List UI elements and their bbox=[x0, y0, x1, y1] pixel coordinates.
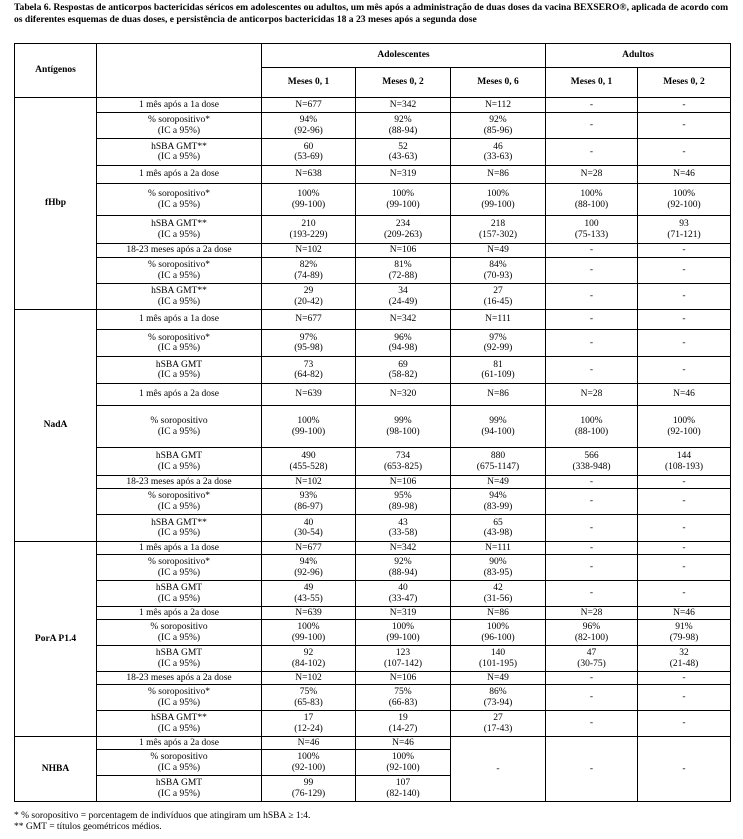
value-cell: - bbox=[546, 284, 638, 310]
value-cell: 69 (58-82) bbox=[356, 357, 451, 384]
value-cell: 99% (98-100) bbox=[356, 406, 451, 448]
row-label: hSBA GMT (IC a 95%) bbox=[97, 581, 262, 607]
value-cell: 99 (76-129) bbox=[262, 776, 356, 802]
value-cell: - bbox=[638, 489, 731, 515]
row-label: 1 mês após a 2a dose bbox=[97, 166, 262, 184]
value-cell: N=111 bbox=[451, 542, 546, 555]
table-row bbox=[15, 244, 731, 258]
value-cell: N=342 bbox=[356, 310, 451, 330]
value-cell: - bbox=[546, 258, 638, 284]
value-cell: - bbox=[546, 113, 638, 139]
value-cell: N=320 bbox=[356, 384, 451, 406]
row-label: 1 mês após a 2a dose bbox=[97, 737, 262, 750]
value-cell: 734 (653-825) bbox=[356, 448, 451, 476]
value-cell: N=46 bbox=[638, 384, 731, 406]
table-row bbox=[15, 139, 731, 166]
value-cell: - bbox=[546, 515, 638, 542]
footnote: * % soropositivo = porcentagem de indivíduos que atingiram um hSBA ≥ 1:4. bbox=[14, 811, 311, 821]
row-label: 1 mês após a 1a dose bbox=[97, 98, 262, 113]
value-cell: - bbox=[638, 555, 731, 581]
table-caption: Tabela 6. Respostas de anticorpos bactericidas séricos em adolescentes ou adultos, um mês após a administração de duas doses da vacina BEXSERO®, aplicada de acordo com os diferentes esquemas de duas doses, e persistência de anticorpos bactericidas 18 a 23 meses após a segunda dose bbox=[14, 2, 729, 25]
antigens-header: Antígenos bbox=[15, 44, 97, 98]
value-cell: - bbox=[638, 476, 731, 489]
value-cell: N=46 bbox=[262, 737, 356, 750]
value-cell: - bbox=[638, 515, 731, 542]
value-cell: 210 (193-229) bbox=[262, 216, 356, 244]
value-cell: 100% (92-100) bbox=[356, 750, 451, 776]
value-cell: 40 (33-47) bbox=[356, 581, 451, 607]
value-cell: 52 (43-63) bbox=[356, 139, 451, 166]
value-cell: 91% (79-98) bbox=[638, 620, 731, 646]
row-label: 1 mês após a 1a dose bbox=[97, 542, 262, 555]
value-cell: 100% (99-100) bbox=[262, 184, 356, 216]
table-row bbox=[15, 515, 731, 542]
table-row bbox=[15, 330, 731, 357]
value-cell: 96% (94-98) bbox=[356, 330, 451, 357]
value-cell: N=49 bbox=[451, 244, 546, 258]
table-row bbox=[15, 489, 731, 515]
row-label: hSBA GMT** (IC a 95%) bbox=[97, 216, 262, 244]
value-cell: 81% (72-88) bbox=[356, 258, 451, 284]
antigen-name: NadA bbox=[15, 310, 97, 542]
value-cell: N=112 bbox=[451, 98, 546, 113]
value-cell: N=342 bbox=[356, 542, 451, 555]
value-cell: 17 (12-24) bbox=[262, 711, 356, 737]
value-cell: 123 (107-142) bbox=[356, 646, 451, 672]
column-header: Meses 0, 1 bbox=[546, 68, 638, 98]
value-cell: 97% (92-99) bbox=[451, 330, 546, 357]
table-row bbox=[15, 310, 731, 330]
value-cell: - bbox=[546, 542, 638, 555]
value-cell: 92% (88-94) bbox=[356, 555, 451, 581]
value-cell: 100% (92-100) bbox=[638, 184, 731, 216]
row-label: % soropositivo* (IC a 95%) bbox=[97, 685, 262, 711]
row-label: 1 mês após a 2a dose bbox=[97, 384, 262, 406]
row-label: hSBA GMT (IC a 95%) bbox=[97, 448, 262, 476]
row-label: 18-23 meses após a 2a dose bbox=[97, 476, 262, 489]
table-row bbox=[15, 258, 731, 284]
value-cell: 73 (64-82) bbox=[262, 357, 356, 384]
table-body bbox=[15, 98, 731, 802]
value-cell: 46 (33-63) bbox=[451, 139, 546, 166]
row-label: % soropositivo* (IC a 95%) bbox=[97, 330, 262, 357]
value-cell: - bbox=[638, 139, 731, 166]
table-row bbox=[15, 216, 731, 244]
value-cell: 92 (84-102) bbox=[262, 646, 356, 672]
column-header: Meses 0, 2 bbox=[638, 68, 731, 98]
value-cell: 49 (43-55) bbox=[262, 581, 356, 607]
column-header: Meses 0, 1 bbox=[262, 68, 356, 98]
value-cell: - bbox=[638, 711, 731, 737]
table-row bbox=[15, 581, 731, 607]
table-row bbox=[15, 384, 731, 406]
value-cell: - bbox=[638, 542, 731, 555]
value-cell: N=102 bbox=[262, 476, 356, 489]
value-cell: 92% (88-94) bbox=[356, 113, 451, 139]
value-cell: N=102 bbox=[262, 244, 356, 258]
value-cell: N=677 bbox=[262, 98, 356, 113]
table-row bbox=[15, 672, 731, 685]
value-cell: 100% (99-100) bbox=[356, 184, 451, 216]
value-cell: N=677 bbox=[262, 310, 356, 330]
value-cell: - bbox=[638, 284, 731, 310]
value-cell: N=46 bbox=[356, 737, 451, 750]
value-cell: 100% (88-100) bbox=[546, 184, 638, 216]
value-cell: 60 (53-69) bbox=[262, 139, 356, 166]
row-label: % soropositivo* (IC a 95%) bbox=[97, 489, 262, 515]
row-label: 18-23 meses após a 2a dose bbox=[97, 672, 262, 685]
row-label: % soropositivo (IC a 95%) bbox=[97, 620, 262, 646]
adolescents-header: Adolescentes bbox=[262, 44, 546, 68]
value-cell: 34 (24-49) bbox=[356, 284, 451, 310]
column-header: Meses 0, 2 bbox=[356, 68, 451, 98]
value-cell: 94% (92-96) bbox=[262, 113, 356, 139]
value-cell: 100% (99-100) bbox=[262, 406, 356, 448]
value-cell: - bbox=[546, 711, 638, 737]
value-cell: N=49 bbox=[451, 476, 546, 489]
value-cell: 29 (20-42) bbox=[262, 284, 356, 310]
row-label: hSBA GMT** (IC a 95%) bbox=[97, 515, 262, 542]
value-cell: 90% (83-95) bbox=[451, 555, 546, 581]
value-cell: 43 (33-58) bbox=[356, 515, 451, 542]
value-cell: - bbox=[638, 672, 731, 685]
value-cell: - bbox=[451, 737, 546, 802]
footnotes bbox=[14, 811, 310, 833]
value-cell: - bbox=[546, 555, 638, 581]
value-cell: 32 (21-48) bbox=[638, 646, 731, 672]
row-label: hSBA GMT** (IC a 95%) bbox=[97, 284, 262, 310]
adults-header: Adultos bbox=[546, 44, 731, 68]
column-header: Meses 0, 6 bbox=[451, 68, 546, 98]
value-cell: 218 (157-302) bbox=[451, 216, 546, 244]
value-cell: - bbox=[546, 139, 638, 166]
value-cell: - bbox=[638, 330, 731, 357]
table-row bbox=[15, 113, 731, 139]
table-row bbox=[15, 476, 731, 489]
row-label: 1 mês após a 1a dose bbox=[97, 310, 262, 330]
value-cell: N=102 bbox=[262, 672, 356, 685]
value-cell: 140 (101-195) bbox=[451, 646, 546, 672]
value-cell: 92% (85-96) bbox=[451, 113, 546, 139]
value-cell: - bbox=[546, 330, 638, 357]
table-row bbox=[15, 737, 731, 750]
row-label: 1 mês após a 2a dose bbox=[97, 607, 262, 620]
value-cell: - bbox=[638, 357, 731, 384]
value-cell: N=342 bbox=[356, 98, 451, 113]
value-cell: - bbox=[546, 581, 638, 607]
value-cell: 42 (31-56) bbox=[451, 581, 546, 607]
value-cell: N=106 bbox=[356, 476, 451, 489]
value-cell: 93 (71-121) bbox=[638, 216, 731, 244]
value-cell: - bbox=[638, 113, 731, 139]
value-cell: N=106 bbox=[356, 672, 451, 685]
value-cell: 144 (108-193) bbox=[638, 448, 731, 476]
value-cell: 490 (455-528) bbox=[262, 448, 356, 476]
value-cell: 107 (82-140) bbox=[356, 776, 451, 802]
value-cell: - bbox=[638, 581, 731, 607]
value-cell: 95% (89-98) bbox=[356, 489, 451, 515]
value-cell: 100% (96-100) bbox=[451, 620, 546, 646]
value-cell: - bbox=[546, 244, 638, 258]
value-cell: N=46 bbox=[638, 166, 731, 184]
value-cell: 100% (99-100) bbox=[262, 620, 356, 646]
value-cell: - bbox=[546, 685, 638, 711]
value-cell: 19 (14-27) bbox=[356, 711, 451, 737]
row-label: % soropositivo* (IC a 95%) bbox=[97, 555, 262, 581]
value-cell: - bbox=[546, 357, 638, 384]
value-cell: N=28 bbox=[546, 607, 638, 620]
value-cell: N=638 bbox=[262, 166, 356, 184]
value-cell: N=677 bbox=[262, 542, 356, 555]
value-cell: 880 (675-1147) bbox=[451, 448, 546, 476]
antigen-name: PorA P1.4 bbox=[15, 542, 97, 737]
value-cell: N=86 bbox=[451, 166, 546, 184]
value-cell: 100% (99-100) bbox=[356, 620, 451, 646]
value-cell: - bbox=[638, 737, 731, 802]
value-cell: 100% (88-100) bbox=[546, 406, 638, 448]
empty-header-cell bbox=[97, 44, 262, 98]
value-cell: N=46 bbox=[638, 607, 731, 620]
value-cell: - bbox=[546, 476, 638, 489]
value-cell: 75% (66-83) bbox=[356, 685, 451, 711]
row-label: % soropositivo (IC a 95%) bbox=[97, 406, 262, 448]
value-cell: - bbox=[546, 737, 638, 802]
value-cell: - bbox=[546, 310, 638, 330]
value-cell: 96% (82-100) bbox=[546, 620, 638, 646]
header-row-groups bbox=[15, 44, 731, 68]
value-cell: N=86 bbox=[451, 607, 546, 620]
value-cell: 94% (83-99) bbox=[451, 489, 546, 515]
value-cell: N=319 bbox=[356, 166, 451, 184]
value-cell: 84% (70-93) bbox=[451, 258, 546, 284]
value-cell: 81 (61-109) bbox=[451, 357, 546, 384]
row-label: % soropositivo* (IC a 95%) bbox=[97, 258, 262, 284]
table-row bbox=[15, 357, 731, 384]
row-label: hSBA GMT (IC a 95%) bbox=[97, 646, 262, 672]
value-cell: N=111 bbox=[451, 310, 546, 330]
value-cell: 99% (94-100) bbox=[451, 406, 546, 448]
table-row bbox=[15, 448, 731, 476]
row-label: % soropositivo (IC a 95%) bbox=[97, 750, 262, 776]
value-cell: 82% (74-89) bbox=[262, 258, 356, 284]
table-row bbox=[15, 542, 731, 555]
row-label: 18-23 meses após a 2a dose bbox=[97, 244, 262, 258]
value-cell: N=28 bbox=[546, 166, 638, 184]
value-cell: N=86 bbox=[451, 384, 546, 406]
value-cell: - bbox=[638, 310, 731, 330]
value-cell: 94% (92-96) bbox=[262, 555, 356, 581]
value-cell: - bbox=[638, 258, 731, 284]
value-cell: 100% (92-100) bbox=[638, 406, 731, 448]
antigen-name: NHBA bbox=[15, 737, 97, 802]
value-cell: N=28 bbox=[546, 384, 638, 406]
value-cell: 47 (30-75) bbox=[546, 646, 638, 672]
value-cell: 100 (75-133) bbox=[546, 216, 638, 244]
table-row bbox=[15, 607, 731, 620]
value-cell: 566 (338-948) bbox=[546, 448, 638, 476]
footnote: ** GMT = títulos geométricos médios. bbox=[14, 822, 162, 832]
value-cell: - bbox=[638, 685, 731, 711]
value-cell: - bbox=[546, 672, 638, 685]
table-row bbox=[15, 685, 731, 711]
value-cell: 93% (86-97) bbox=[262, 489, 356, 515]
row-label: hSBA GMT (IC a 95%) bbox=[97, 357, 262, 384]
row-label: hSBA GMT** (IC a 95%) bbox=[97, 711, 262, 737]
table-row bbox=[15, 184, 731, 216]
value-cell: - bbox=[546, 98, 638, 113]
row-label: hSBA GMT (IC a 95%) bbox=[97, 776, 262, 802]
table-row bbox=[15, 166, 731, 184]
results-table bbox=[14, 43, 731, 802]
value-cell: 234 (209-263) bbox=[356, 216, 451, 244]
value-cell: 100% (92-100) bbox=[262, 750, 356, 776]
value-cell: N=639 bbox=[262, 384, 356, 406]
value-cell: - bbox=[546, 489, 638, 515]
table-row bbox=[15, 711, 731, 737]
antigen-name: fHbp bbox=[15, 98, 97, 310]
value-cell: 27 (16-45) bbox=[451, 284, 546, 310]
value-cell: 86% (73-94) bbox=[451, 685, 546, 711]
value-cell: 97% (95-98) bbox=[262, 330, 356, 357]
table-row bbox=[15, 98, 731, 113]
value-cell: 75% (65-83) bbox=[262, 685, 356, 711]
value-cell: - bbox=[638, 98, 731, 113]
row-label: % soropositivo* (IC a 95%) bbox=[97, 184, 262, 216]
value-cell: N=319 bbox=[356, 607, 451, 620]
value-cell: N=49 bbox=[451, 672, 546, 685]
row-label: % soropositivo* (IC a 95%) bbox=[97, 113, 262, 139]
value-cell: N=106 bbox=[356, 244, 451, 258]
table-row bbox=[15, 406, 731, 448]
value-cell: - bbox=[638, 244, 731, 258]
value-cell: 65 (43-98) bbox=[451, 515, 546, 542]
table-row bbox=[15, 646, 731, 672]
table-row bbox=[15, 555, 731, 581]
table-row bbox=[15, 284, 731, 310]
value-cell: 40 (30-54) bbox=[262, 515, 356, 542]
row-label: hSBA GMT** (IC a 95%) bbox=[97, 139, 262, 166]
value-cell: 27 (17-43) bbox=[451, 711, 546, 737]
value-cell: N=639 bbox=[262, 607, 356, 620]
table-row bbox=[15, 620, 731, 646]
value-cell: 100% (99-100) bbox=[451, 184, 546, 216]
